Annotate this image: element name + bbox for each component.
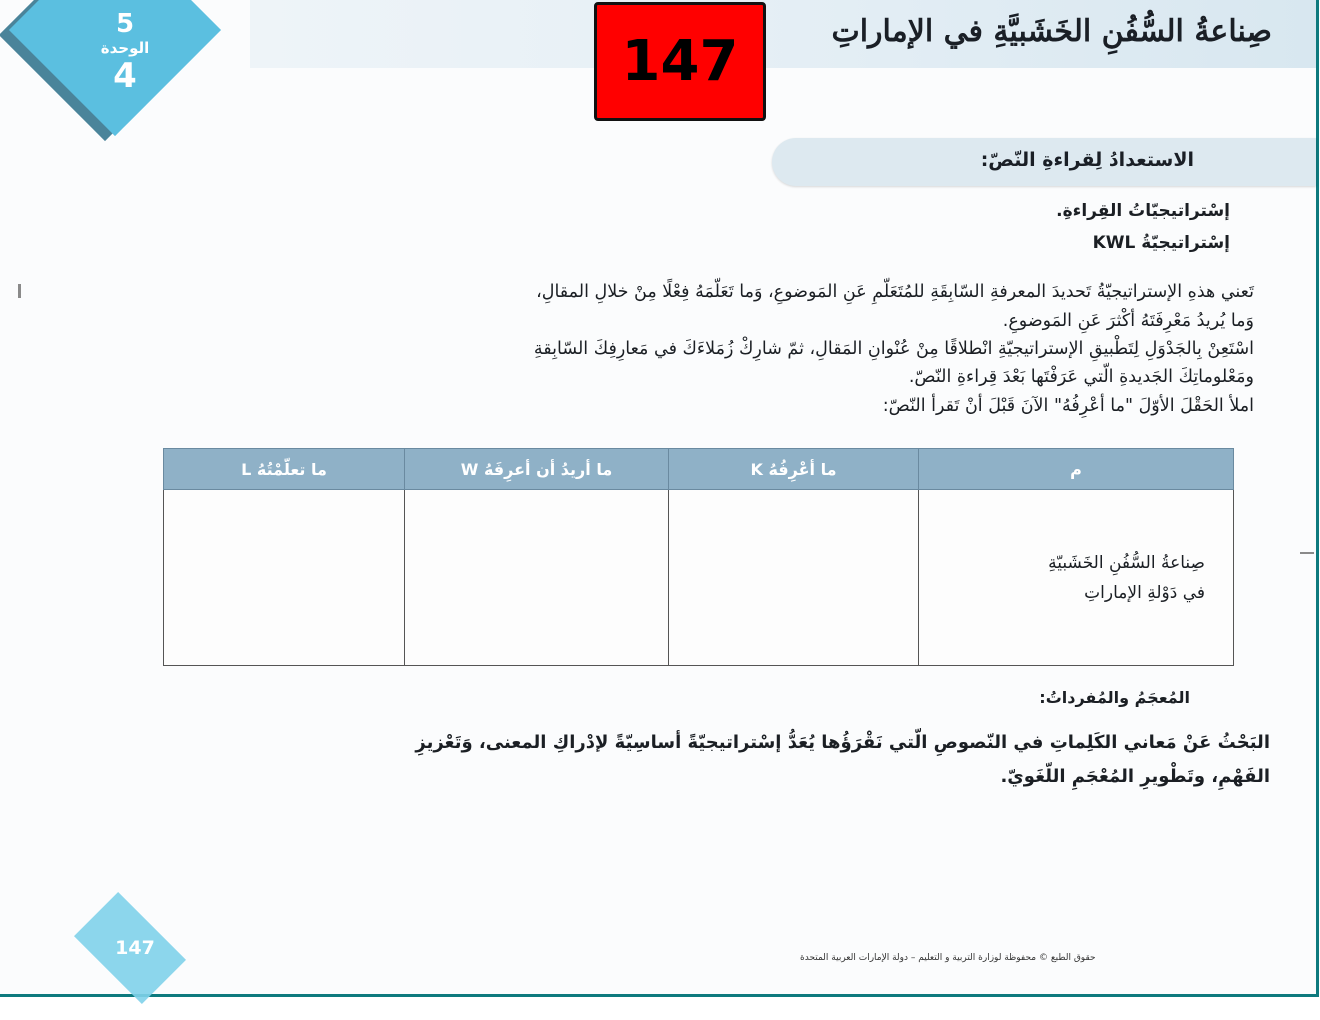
kwl-header-index: م [919,449,1234,490]
unit-label-block [80,10,170,94]
kwl-learned-cell[interactable] [164,490,405,666]
scan-mark [1300,552,1314,554]
vocab-text-line: الفَهْمِ، وتَطْويرِ المُعْجَمِ اللّغَويّ. [1000,766,1270,787]
paragraph-line: وَما يُريدُ مَعْرِفَتَهُ أكْثرَ عَنِ المَوضوعِ. [1002,311,1254,331]
kwl-header-row [164,449,1234,490]
paragraph-line: ومَعْلوماتِكَ الجَديدةِ الّتي عَرَفْتَها بَعْدَ قِراءةِ النّصّ. [908,367,1254,387]
unit-number-top: 5 [115,9,135,39]
kwl-want-cell[interactable] [405,490,669,666]
kwl-topic-cell [919,490,1234,666]
copyright-text: حقوق الطبع © محفوظة لوزارة التربية و التعليم – دولة الإمارات العربية المتحدة [800,953,1096,963]
scan-mark [18,284,21,298]
section-heading-pill [772,138,1316,186]
paragraph-line: املأ الحَقْلَ الأوّلَ "ما أعْرِفُهُ" الآنَ قَبْلَ أنْ تَقرأ النّصّ: [882,396,1254,416]
reading-strategies-heading: إسْتراتيجيّاتُ القِراءةِ. [1056,201,1230,221]
page-number-badge [594,2,766,121]
kwl-header-want: ما أريدُ أن أعرِفَهُ W [405,449,669,490]
kwl-topic-line: صِناعةُ السُّفُنِ الخَشَبيّةِ [1048,552,1205,573]
footer-page-number: 147 [115,937,155,959]
kwl-header-learned: ما تعلّمْتُهُ L [164,449,405,490]
kwl-table [163,448,1234,666]
kwl-topic-line: في دَوْلةِ الإماراتِ [1084,582,1205,603]
paragraph-line: تَعني هذهِ الإستراتيجيّةُ تَحديدَ المعرفةِ السّابِقَةِ للمُتَعَلّمِ عَنِ المَوضوعِ، وَما تَعَلّمَهُ فِعْلًا مِنْ خلالِ المقالِ، [536,282,1254,302]
lesson-title: صِناعةُ السُّفُنِ الخَشَبيَّةِ في الإماراتِ [831,14,1272,49]
vocab-text-line: البَحْثُ عَنْ مَعاني الكَلِماتِ في النّصوصِ الّتي نَقْرَؤُها يُعَدُّ إسْتراتيجيّةً أساسِيّةً لإدْراكِ المعنى، وَتَعْزيزِ [415,732,1270,753]
kwl-header-know: ما أعْرِفُهُ K [669,449,919,490]
unit-label: الوحدة [100,39,150,57]
section-heading: الاستعدادُ لِقراءةِ النّصّ: [980,149,1194,171]
kwl-row [164,490,1234,666]
kwl-strategy-heading: إسْتراتيجيّةُ KWL [1092,233,1230,253]
paragraph-line: اسْتَعِنْ بِالجَدْوَلِ لِتَطْبيقِ الإستراتيجيّةِ انْطلاقًا مِنْ عُنْوانِ المَقالِ، ثمّ شارِكْ زُمَلاءَكَ في مَعارِفِكَ السّابِقةِ [533,339,1254,359]
vocab-heading: المُعجَمُ والمُفرداتُ: [1039,688,1190,707]
unit-number-bottom: 4 [113,56,137,96]
page-number-badge-text: 147 [621,29,739,94]
kwl-know-cell[interactable] [669,490,919,666]
